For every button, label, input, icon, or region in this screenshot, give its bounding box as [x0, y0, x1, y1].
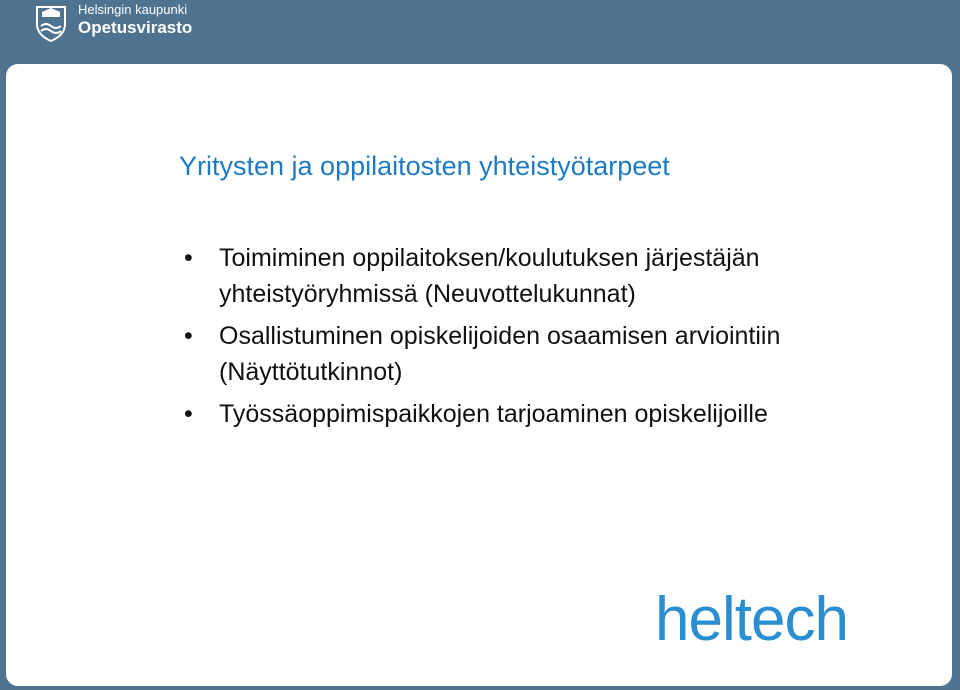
- bullet-marker: •: [184, 244, 193, 272]
- bullet-text: Osallistuminen opiskelijoiden osaamisen arviointiin (Näyttötutkinnot): [219, 322, 781, 386]
- bullet-item: [180, 240, 840, 312]
- org-name-line1: Helsingin kaupunki: [78, 2, 188, 17]
- helsinki-crest-icon: [34, 4, 68, 42]
- slide-title: Yritysten ja oppilaitosten yhteistyötarpeet: [179, 151, 670, 181]
- bullet-list: [180, 240, 840, 438]
- header-bar: [0, 0, 960, 46]
- bullet-text: Toimiminen oppilaitoksen/koulutuksen järjestäjän yhteistyöryhmissä (Neuvottelukunnat): [219, 244, 760, 308]
- org-name-line2: Opetusvirasto: [78, 18, 193, 37]
- bullet-marker: •: [184, 322, 193, 350]
- heltech-logo: heltech: [655, 585, 848, 654]
- bullet-item: [180, 318, 840, 390]
- bullet-item: [180, 396, 840, 432]
- bullet-marker: •: [184, 400, 193, 428]
- bullet-text: Työssäoppimispaikkojen tarjoaminen opiskelijoille: [219, 400, 768, 428]
